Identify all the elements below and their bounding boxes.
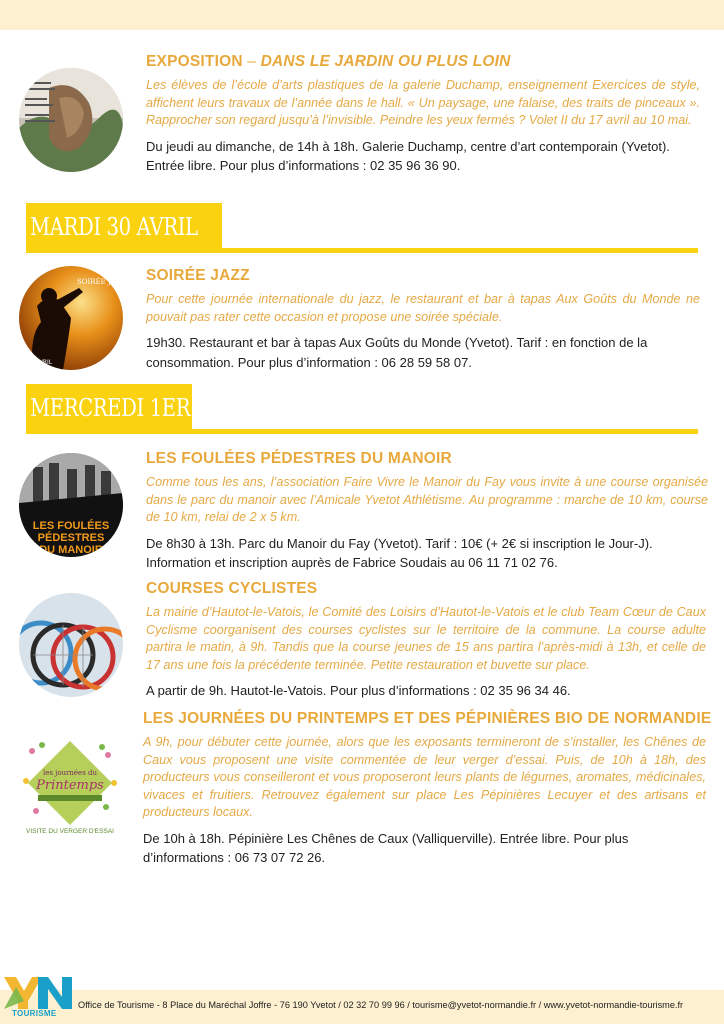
event-info: A partir de 9h. Hautot-le-Vatois. Pour plus d’informations : 02 35 96 34 46.	[146, 683, 571, 698]
event-info: De 8h30 à 13h. Parc du Manoir du Fay (Yvetot). Tarif : 10€ (+ 2€ si inscription le Jour-J). Information et inscription auprès de Fabrice Soudais au 06 11 71 02 76.	[146, 535, 653, 570]
footer-contact-text: Office de Tourisme - 8 Place du Maréchal Joffre - 76 190 Yvetot / 02 32 70 99 96 / tourisme@yvetot-normandie.fr / www.yvetot-normandie-tourisme.fr	[78, 1000, 684, 1010]
top-band	[0, 0, 724, 30]
svg-text:les journées du: les journées du	[42, 769, 98, 777]
event-description: La mairie d’Hautot-le-Vatois, le Comité des Loisirs d’Hautot-le-Vatois et le club Team Cœur de Caux Cyclisme coorganisent des courses cyclistes sur le territoire de la commune. La course adulte partira le matin, à 9h. Tandis que la course jeunes de 15 ans partira l’après-midi à 13h, et celle de 17 ans une fois la précédente terminée. Petite restauration et buvette sur place.	[146, 605, 706, 672]
event-title: LES JOURNÉES DU PRINTEMPS ET DES PÉPINIÈRES BIO DE NORMANDIE	[143, 710, 712, 727]
event-title: EXPOSITION – DANS LE JARDIN OU PLUS LOIN	[146, 53, 511, 70]
logo-subtitle: TOURISME	[12, 1009, 57, 1018]
event-description: Pour cette journée internationale du jazz, le restaurant et bar à tapas Aux Goûts du Monde ne pouvait pas rater cette occasion et propose une soirée spéciale.	[146, 292, 700, 324]
event-description: Comme tous les ans, l’association Faire Vivre le Manoir du Fay vous invite à une course organisée dans le parc du manoir avec l’Amicale Yvetot Athlétisme. Au programme : marche de 10 km, course de 10 km, relai de 2 x 5 km.	[146, 475, 708, 524]
event-info: 19h30. Restaurant et bar à tapas Aux Goûts du Monde (Yvetot). Tarif : en fonction de la consommation. Pour plus d’information : 06 28 59 58 07.	[146, 335, 648, 370]
bicycles-image	[19, 593, 123, 697]
svg-text:PÉDESTRES: PÉDESTRES	[37, 532, 105, 544]
event-title: SOIRÉE JAZZ	[146, 267, 250, 284]
printemps-thumbnail	[16, 731, 124, 839]
exposition-image	[19, 68, 123, 172]
svg-text:VISITE DU VERGER D'ESSAI: VISITE DU VERGER D'ESSAI	[26, 828, 114, 835]
printemps-poster-image	[16, 731, 124, 839]
foulees-thumbnail	[19, 453, 123, 557]
day-banner-mercredi	[26, 384, 698, 434]
svg-text:Printemps: Printemps	[36, 778, 104, 793]
day-label: MARDI 30 AVRIL	[30, 213, 198, 241]
saxophone-image	[19, 266, 123, 370]
svg-text:SOIRÉE Jazz: SOIRÉE Jazz	[77, 278, 123, 286]
exposition-thumbnail	[19, 68, 123, 172]
event-title: COURSES CYCLISTES	[146, 580, 318, 597]
svg-text:AVRIL: AVRIL	[35, 359, 53, 366]
jazz-thumbnail	[19, 266, 123, 370]
svg-text:LES FOULÉES: LES FOULÉES	[32, 520, 110, 532]
yn-logo-icon	[2, 975, 74, 1009]
day-banner-mardi	[26, 203, 698, 253]
day-label: MERCREDI 1ER MAI	[30, 394, 237, 422]
event-description: Les élèves de l’école d’arts plastiques de la galerie Duchamp, enseignement Exercices de style, affichent leurs travaux de l’année dans le hall. « Un paysage, une falaise, des traits de pinceaux ». Rapprocher son regard jusqu’à l’invisible. Peindre les yeux fermés ? Volet II du 17 avril au 10 mai.	[146, 78, 700, 127]
runners-image	[19, 453, 123, 557]
footer-band	[0, 990, 724, 1024]
svg-text:DU MANOIR: DU MANOIR	[39, 544, 103, 556]
event-title: LES FOULÉES PÉDESTRES DU MANOIR	[146, 450, 452, 467]
cyclistes-thumbnail	[19, 593, 123, 697]
event-description: A 9h, pour débuter cette journée, alors que les exposants termineront de s’installer, les Chênes de Caux vous proposent une visite commentée de leur verger d’essai. Puis, de 10h à 18h, des producteurs vous conseilleront et vous proposeront leurs plants de légumes, aromates, médicinales, vivaces et fruitiers. Retrouvez également sur place Les Pépinières Lecuyer et des artisans et producteurs locaux.	[143, 735, 706, 819]
event-info: De 10h à 18h. Pépinière Les Chênes de Caux (Valliquerville). Entrée libre. Pour plus d’informations : 06 73 07 72 26.	[143, 830, 629, 865]
event-info: Du jeudi au dimanche, de 14h à 18h. Galerie Duchamp, centre d’art contemporain (Yvetot). Entrée libre. Pour plus d’informations : 02 35 96 36 90.	[146, 138, 670, 173]
tourisme-logo	[2, 975, 74, 1021]
